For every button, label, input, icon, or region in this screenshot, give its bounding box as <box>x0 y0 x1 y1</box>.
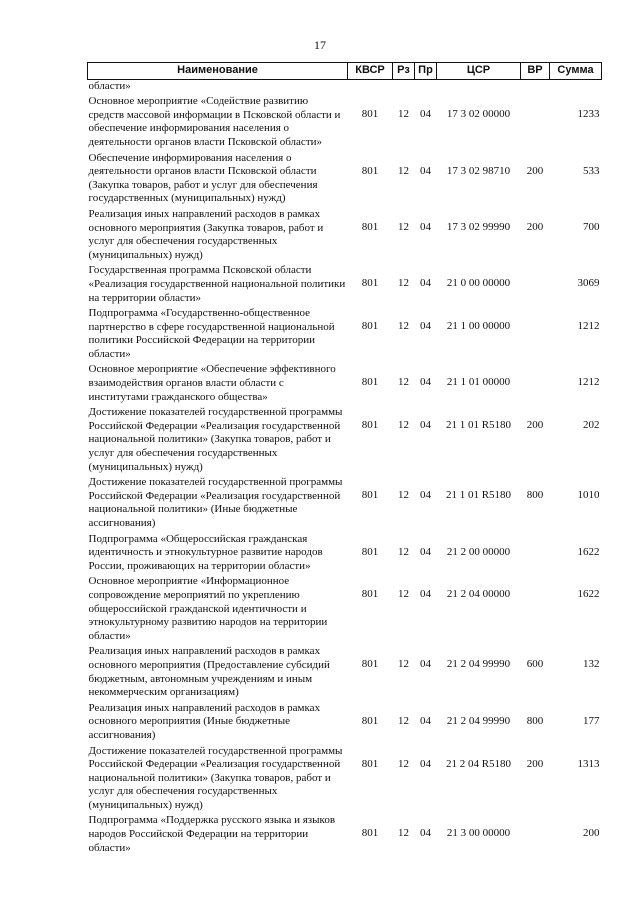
cell-rz: 12 <box>398 164 409 177</box>
cell-pr: 04 <box>420 588 431 601</box>
cell-vr <box>521 575 550 645</box>
cell-vr <box>521 264 550 307</box>
header-name: Наименование <box>88 63 348 80</box>
table-header <box>88 63 602 80</box>
cell-pr: 04 <box>420 545 431 558</box>
page-number: 17 <box>314 38 326 52</box>
cell-name: Основное мероприятие «Содействие развитию средств массовой информации в Псковской области и обеспечение информирования населения о деятельности органов власти Псковской области» <box>88 95 341 148</box>
header-csr: ЦСР <box>437 63 521 80</box>
cell-pr: 04 <box>420 164 431 177</box>
cell-sum: 1313 <box>577 757 600 770</box>
cell-name: Основное мероприятие «Информационное сопровождение мероприятий по укреплению общероссийской гражданской идентичности и этнокультурному развитию народов на территории области» <box>88 575 328 642</box>
table-row <box>88 152 602 208</box>
cell-name: Основное мероприятие «Обеспечение эффективного взаимодействия органов власти области с институтами гражданского общества» <box>88 363 336 403</box>
table-row <box>88 476 602 532</box>
cell-rz: 12 <box>398 658 409 671</box>
cell-kvsr: 801 <box>361 827 379 840</box>
cell-pr: 04 <box>420 489 431 502</box>
cell-rz: 12 <box>398 588 409 601</box>
cell-rz: 12 <box>398 320 409 333</box>
cell-vr <box>521 363 550 406</box>
cell-name: Достижение показателей государственной программы Российской Федерации «Реализация государственной национальной политики» (Закупка товаров, работ и услуг для обеспечения государственных (муниципальных) нужд) <box>88 744 343 811</box>
cell-pr: 04 <box>420 757 431 770</box>
cell-pr: 04 <box>420 827 431 840</box>
table-row <box>88 645 602 701</box>
cell-csr: 21 1 01 R5180 <box>445 489 512 502</box>
cell-pr: 04 <box>420 320 431 333</box>
cell-rz: 12 <box>398 757 409 770</box>
cell-vr <box>521 307 550 363</box>
cell-kvsr: 801 <box>361 376 379 389</box>
cell-name: Подпрограмма «Поддержка русского языка и языков народов Российской Федерации на территории области» <box>88 814 336 854</box>
cell-kvsr: 801 <box>361 714 379 727</box>
table-row <box>88 363 602 406</box>
cell-vr: 600 <box>526 658 544 671</box>
cell-vr: 200 <box>526 220 544 233</box>
cell-vr: 800 <box>526 714 544 727</box>
cell-sum: 1212 <box>577 376 600 389</box>
cell-rz <box>393 79 415 95</box>
cell-pr: 04 <box>420 714 431 727</box>
cell-csr: 21 2 04 99990 <box>446 714 511 727</box>
budget-table <box>87 62 602 857</box>
cell-csr: 21 0 00 00000 <box>446 277 511 290</box>
cell-kvsr: 801 <box>361 658 379 671</box>
cell-kvsr: 801 <box>361 108 379 121</box>
cell-sum: 1622 <box>577 545 600 558</box>
cell-csr: 21 1 01 00000 <box>446 376 511 389</box>
table-row <box>88 208 602 264</box>
cell-name: Достижение показателей государственной программы Российской Федерации «Реализация государственной национальной политики» (Закупка товаров, работ и услуг для обеспечения государственных (муниципальных) нужд) <box>88 406 343 473</box>
cell-csr: 21 2 04 00000 <box>446 588 511 601</box>
cell-name: Обеспечение информирования населения о деятельности органов власти Псковской области (Закупка товаров, работ и услуг для обеспечения государственных (муниципальных) нужд) <box>88 151 318 205</box>
cell-pr: 04 <box>420 108 431 121</box>
cell-vr <box>521 533 550 576</box>
table-row <box>88 814 602 857</box>
header-vr: ВР <box>521 63 550 80</box>
cell-vr: 200 <box>526 757 544 770</box>
cell-sum: 3069 <box>577 277 600 290</box>
cell-sum: 177 <box>583 714 600 727</box>
cell-kvsr: 801 <box>361 320 379 333</box>
cell-vr <box>521 79 550 95</box>
cell-csr <box>437 79 521 95</box>
cell-sum <box>550 79 602 95</box>
cell-sum: 1233 <box>577 108 600 121</box>
cell-kvsr: 801 <box>361 164 379 177</box>
cell-pr: 04 <box>420 277 431 290</box>
header-pr: Пр <box>415 63 437 80</box>
cell-sum: 1212 <box>577 320 600 333</box>
cell-vr: 200 <box>526 164 544 177</box>
cell-pr: 04 <box>420 376 431 389</box>
table-row <box>88 702 602 745</box>
cell-name: Достижение показателей государственной программы Российской Федерации «Реализация государственной национальной политики» (Иные бюджетные ассигнования) <box>88 476 343 529</box>
cell-vr: 800 <box>526 489 544 502</box>
cell-sum: 1622 <box>577 588 600 601</box>
table-row <box>88 745 602 815</box>
cell-sum: 132 <box>583 658 600 671</box>
cell-pr <box>415 79 437 95</box>
cell-sum: 202 <box>583 419 600 432</box>
cell-rz: 12 <box>398 827 409 840</box>
cell-pr: 04 <box>420 658 431 671</box>
cell-csr: 17 3 02 99990 <box>446 220 511 233</box>
cell-sum: 533 <box>583 164 600 177</box>
table-body <box>88 79 602 857</box>
cell-kvsr: 801 <box>361 489 379 502</box>
table-row <box>88 264 602 307</box>
table-row <box>88 307 602 363</box>
cell-name: Реализация иных направлений расходов в рамках основного мероприятия (Закупка товаров, работ и услуг для обеспечения государственных (муниципальных) нужд) <box>88 207 324 261</box>
cell-vr <box>521 814 550 857</box>
table-row <box>88 533 602 576</box>
cell-kvsr: 801 <box>361 277 379 290</box>
cell-name: Реализация иных направлений расходов в рамках основного мероприятия (Иные бюджетные ассигнования) <box>88 701 321 741</box>
table-row <box>88 575 602 645</box>
cell-sum: 700 <box>583 220 600 233</box>
cell-csr: 21 2 04 99990 <box>446 658 511 671</box>
cell-rz: 12 <box>398 376 409 389</box>
cell-rz: 12 <box>398 220 409 233</box>
cell-name: Государственная программа Псковской области «Реализация государственной национальной политики на территории области» <box>88 264 346 304</box>
cell-name: Подпрограмма «Общероссийская гражданская идентичность и этнокультурное развитие народов России, проживающих на территории области» <box>88 532 323 572</box>
cell-sum: 200 <box>583 827 600 840</box>
cell-vr: 200 <box>526 419 544 432</box>
cell-rz: 12 <box>398 714 409 727</box>
cell-kvsr: 801 <box>361 757 379 770</box>
cell-sum: 1010 <box>577 489 600 502</box>
header-sum: Сумма <box>550 63 602 80</box>
cell-pr: 04 <box>420 220 431 233</box>
cell-name: Реализация иных направлений расходов в рамках основного мероприятия (Предоставление субсидий бюджетным, автономным учреждениям и иным некоммерческим организациям) <box>88 645 330 699</box>
cell-csr: 17 3 02 00000 <box>446 108 511 121</box>
table-row <box>88 95 602 151</box>
cell-kvsr <box>348 79 393 95</box>
cell-kvsr: 801 <box>361 545 379 558</box>
cell-kvsr: 801 <box>361 588 379 601</box>
cell-pr: 04 <box>420 419 431 432</box>
cell-name: области» <box>88 79 131 92</box>
cell-rz: 12 <box>398 545 409 558</box>
header-kvsr: КВСР <box>348 63 393 80</box>
header-rz: Рз <box>393 63 415 80</box>
cell-name: Подпрограмма «Государственно-общественное партнерство в сфере государственной национальной политики Российской Федерации на территории области» <box>88 307 335 360</box>
cell-rz: 12 <box>398 419 409 432</box>
cell-csr: 17 3 02 98710 <box>446 164 511 177</box>
cell-rz: 12 <box>398 277 409 290</box>
cell-csr: 21 1 01 R5180 <box>445 419 512 432</box>
cell-csr: 21 2 00 00000 <box>446 545 511 558</box>
table-row <box>88 406 602 476</box>
cell-csr: 21 3 00 00000 <box>446 827 511 840</box>
table-row <box>88 79 602 95</box>
cell-rz: 12 <box>398 108 409 121</box>
cell-rz: 12 <box>398 489 409 502</box>
cell-csr: 21 1 00 00000 <box>446 320 511 333</box>
cell-kvsr: 801 <box>361 419 379 432</box>
cell-csr: 21 2 04 R5180 <box>445 757 512 770</box>
cell-vr <box>521 95 550 151</box>
cell-kvsr: 801 <box>361 220 379 233</box>
